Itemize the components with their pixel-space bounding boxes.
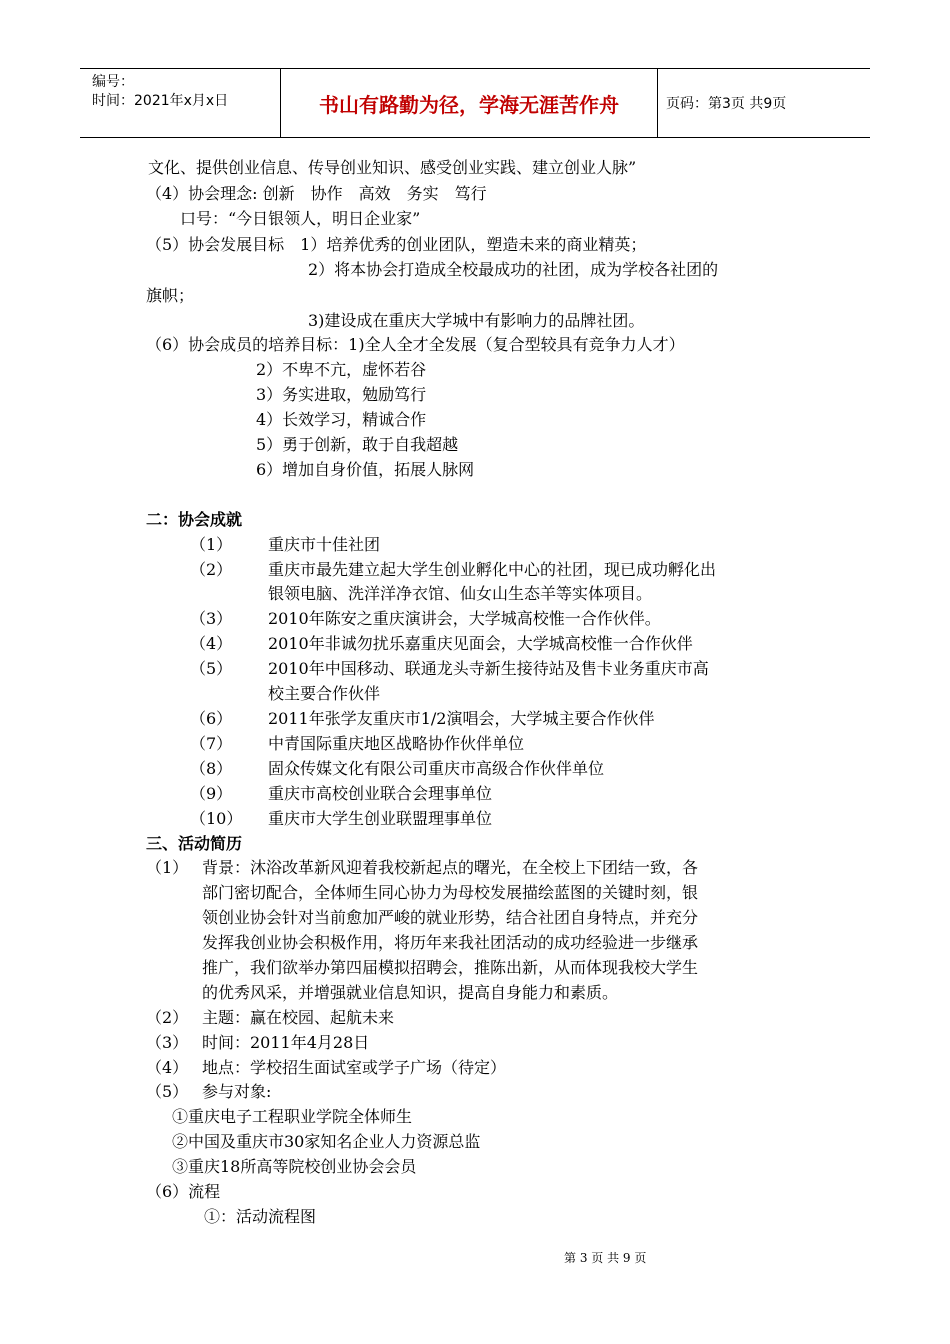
list-number: （1） [146,858,189,877]
list-item: 固众传媒文化有限公司重庆市高级合作伙伴单位 [268,759,605,778]
motto: 书山有路勤为径，学海无涯苦作舟 [319,93,619,117]
section-heading: 三、活动简历 [146,834,243,853]
paragraph-line: 背景：沐浴改革新风迎着我校新起点的曙光，在全校上下团结一致，各 [202,858,699,877]
text-line: 文化、提供创业信息、传导创业知识、感受创业实践、建立创业人脉” [148,158,637,177]
list-item: 时间：2011年4月28日 [202,1033,370,1052]
list-number: （2） [190,560,233,579]
list-number: （4） [190,634,233,653]
header-info-cell [80,69,281,137]
time-label: 时间：2021年x月x日 [92,93,229,109]
paragraph-line: 的优秀风采，并增强就业信息知识，提高自身能力和素质。 [202,983,619,1002]
text-line: （6）协会成员的培养目标：1)全人全才全发展（复合型较具有竞争力人才） [146,335,685,354]
list-number: （2） [146,1008,189,1027]
list-item: 重庆市大学生创业联盟理事单位 [268,809,493,828]
text-line: 3)建设成在重庆大学城中有影响力的品牌社团。 [308,311,645,330]
page-footer: 第 3 页 共 9 页 [564,1251,647,1265]
list-item: 重庆市最先建立起大学生创业孵化中心的社团，现已成功孵化出 [268,560,717,579]
list-item: 地点：学校招生面试室或学子广场（待定） [202,1058,507,1077]
text-line: （6）流程 [146,1182,221,1201]
header-page-cell [658,69,870,137]
code-label: 编号： [92,74,134,90]
sub-item: ③重庆18所高等院校创业协会会员 [172,1157,417,1176]
text-line: 旗帜； [146,286,195,305]
list-item: 参与对象: [202,1082,272,1101]
text-line: 5）勇于创新，敢于自我超越 [256,435,459,454]
list-number: （3） [190,609,233,628]
list-number: （5） [190,659,233,678]
text-line: 3）务实进取，勉励笃行 [256,385,427,404]
paragraph-line: 部门密切配合，全体师生同心协力为母校发展描绘蓝图的关键时刻，银 [202,883,699,902]
list-number: （9） [190,784,233,803]
list-item: 2010年陈安之重庆演讲会，大学城高校惟一合作伙伴。 [268,609,661,628]
text-line: 口号：“今日银领人，明日企业家” [180,209,421,228]
list-number: （10） [190,809,243,828]
list-number: （5） [146,1082,189,1101]
paragraph-line: 发挥我创业协会积极作用，将历年来我社团活动的成功经验进一步继承 [202,933,699,952]
list-number: （1） [190,535,233,554]
list-item: 2010年非诚勿扰乐嘉重庆见面会，大学城高校惟一合作伙伴 [268,634,693,653]
page-label: 页码：第3页 共9页 [666,96,787,112]
page-header [80,68,870,138]
list-number: （7） [190,734,233,753]
header-motto-cell [281,69,658,137]
list-number: （3） [146,1033,189,1052]
text-line: 2）不卑不亢，虚怀若谷 [256,360,427,379]
list-item: 2011年张学友重庆市1/2演唱会，大学城主要合作伙伴 [268,709,655,728]
section-heading: 二：协会成就 [146,510,243,529]
list-number: （4） [146,1058,189,1077]
list-item: 重庆市十佳社团 [268,535,381,554]
list-item: 主题：赢在校园、起航未来 [202,1008,395,1027]
list-item: 重庆市高校创业联合会理事单位 [268,784,493,803]
text-line: 4）长效学习，精诚合作 [256,410,427,429]
sub-item: ②中国及重庆市30家知名企业人力资源总监 [172,1132,481,1151]
list-item: 2010年中国移动、联通龙头寺新生接待站及售卡业务重庆市高 [268,659,709,678]
text-line: ①：活动流程图 [204,1207,317,1226]
list-number: （8） [190,759,233,778]
text-line: （4）协会理念: 创新 协作 高效 务实 笃行 [146,184,487,203]
text-line: 6）增加自身价值，拓展人脉网 [256,460,475,479]
text-line: 2）将本协会打造成全校最成功的社团，成为学校各社团的 [308,260,719,279]
list-item: 银领电脑、洗洋洋净衣馆、仙女山生态羊等实体项目。 [268,584,653,603]
paragraph-line: 领创业协会针对当前愈加严峻的就业形势，结合社团自身特点，并充分 [202,908,699,927]
text-line: （5）协会发展目标 1）培养优秀的创业团队，塑造未来的商业精英； [146,235,647,254]
sub-item: ①重庆电子工程职业学院全体师生 [172,1107,413,1126]
list-number: （6） [190,709,233,728]
list-item: 校主要合作伙伴 [268,684,381,703]
paragraph-line: 推广，我们欲举办第四届模拟招聘会，推陈出新，从而体现我校大学生 [202,958,699,977]
list-item: 中青国际重庆地区战略协作伙伴单位 [268,734,525,753]
